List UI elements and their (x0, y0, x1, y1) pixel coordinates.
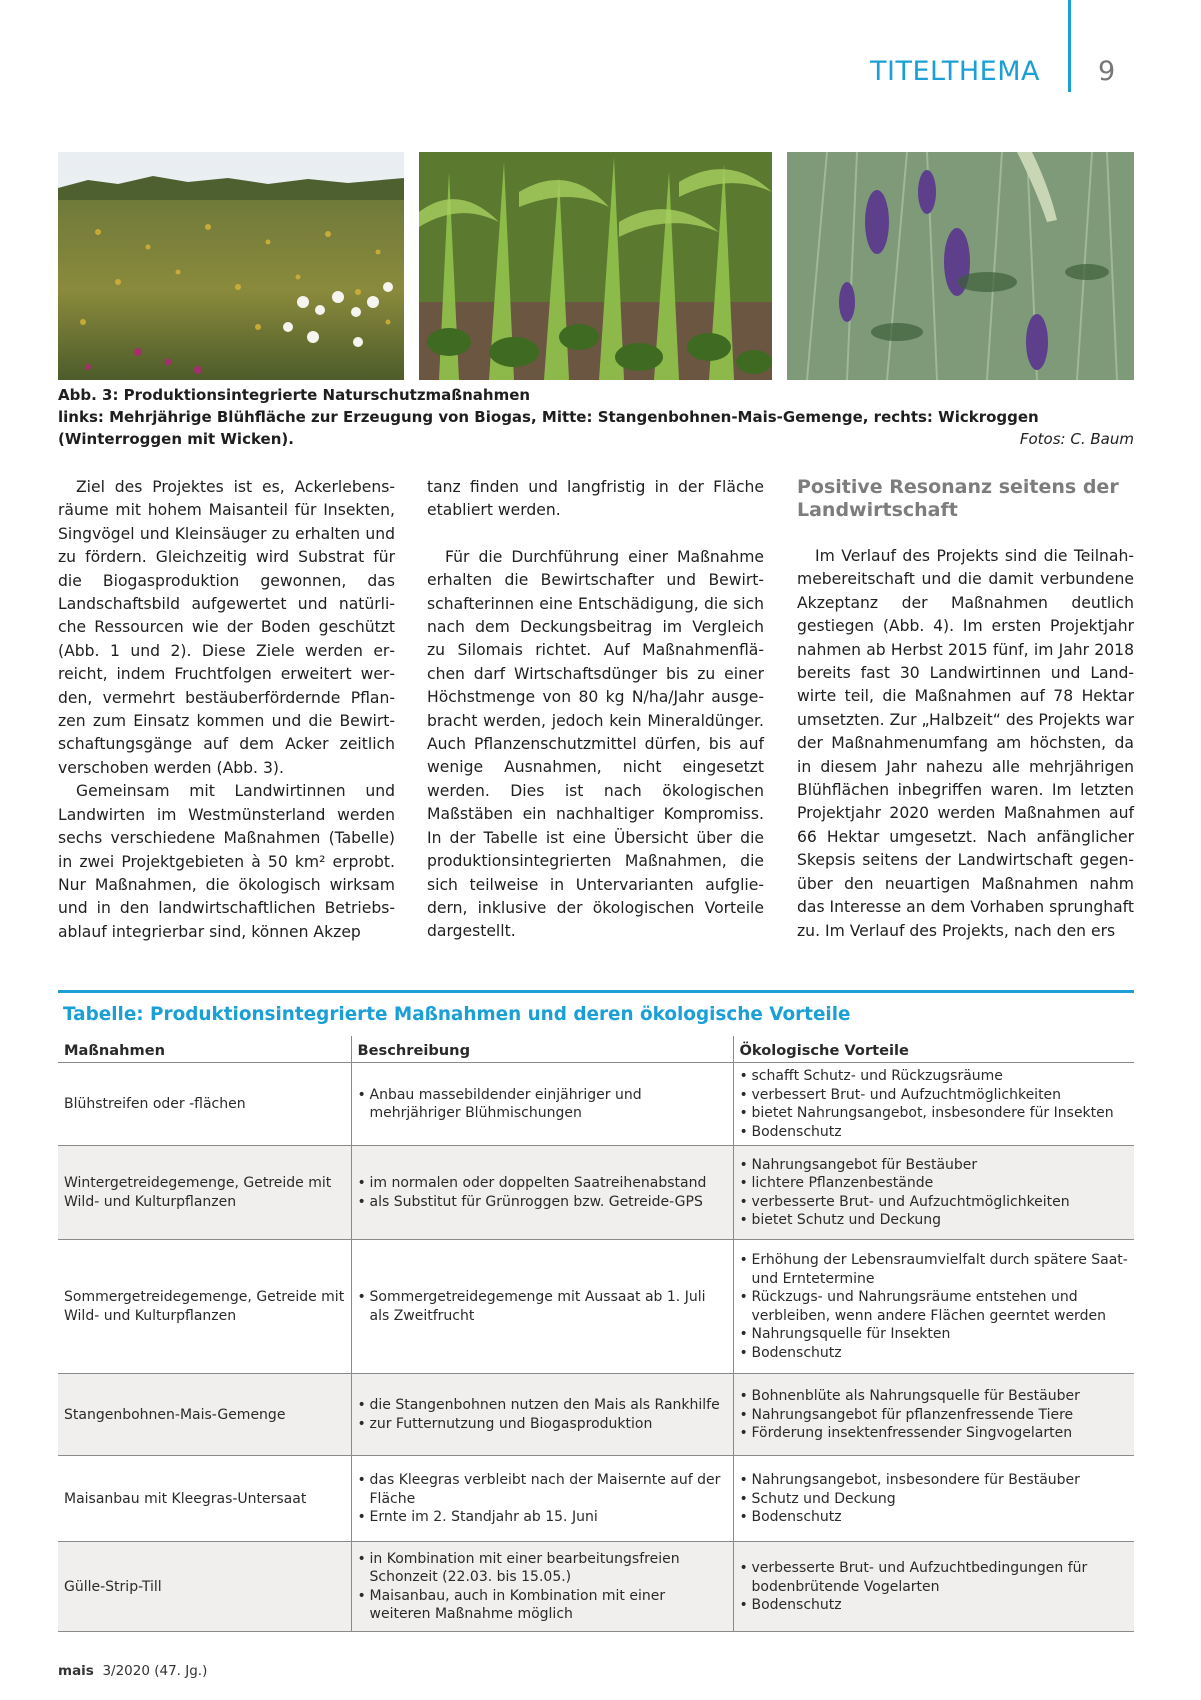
benefit-item: • Nahrungsangebot für pflanzenfressende Tiere (740, 1406, 1129, 1425)
benefit-item: • Bodenschutz (740, 1123, 1129, 1142)
bean-maize-mix-photo (419, 152, 772, 380)
measure-cell: Maisanbau mit Kleegras-Untersaat (58, 1456, 351, 1542)
table-header-row (58, 1036, 1134, 1063)
benefit-item: • Nahrungsangebot für Bestäuber (740, 1156, 1129, 1175)
benefit-item: • Nahrungsquelle für Insekten (740, 1325, 1129, 1344)
text-column-1 (58, 476, 395, 944)
benefit-item: • Bodenschutz (740, 1508, 1129, 1527)
caption-title: Abb. 3: Produktionsintegrierte Naturschutzmaßnahmen (58, 386, 531, 404)
section-title: TITELTHEMA (870, 56, 1040, 87)
benefits-cell (733, 1456, 1134, 1542)
table-row (58, 1146, 1134, 1240)
description-cell (351, 1063, 733, 1146)
benefit-item: • lichtere Pflanzenbestände (740, 1174, 1129, 1193)
table-title: Tabelle: Produktionsintegrierte Maßnahmen und deren ökologische Vorteile (63, 1004, 851, 1025)
benefit-item: • Förderung insektenfressender Singvogelarten (740, 1424, 1129, 1443)
description-item: • Sommergetreidegemenge mit Aussaat ab 1. Juli als Zweitfrucht (358, 1288, 727, 1325)
paragraph: Im Verlauf des Projekts sind die Teilnahmebereitschaft und die damit verbundene Akzeptanz der Maßnahmen deutlich gestiegen (Abb. 4). Im ersten Projektjahr nahmen ab Herbst 2015 fünf, im Jahr 2018 bereits fast 30 Landwirtinnen und Landwirte teil, die Maßnahmen auf 78 Hektar umsetzten. Zur „Halbzeit“ des Projekts war der Maßnahmenumfang am höchsten, da in diesem Jahr nahezu alle mehrjährigen Blühflächen inbegriffen waren. Im letzten Projektjahr 2020 werden Maßnahmen auf 66 Hektar umgesetzt. Nach anfänglicher Skepsis seitens der Landwirtschaft gegenüber den neuartigen Maßnahmen nahm das Interesse an dem Vorhaben sprunghaft zu. Im Verlauf des Projekts, nach den ers (797, 547, 1135, 940)
benefit-item: • Bohnenblüte als Nahrungsquelle für Bestäuber (740, 1387, 1129, 1406)
measure-cell: Sommergetreidegemenge, Getreide mit Wild- und Kulturpflanzen (58, 1240, 351, 1374)
table-row (58, 1063, 1134, 1146)
description-item: • im normalen oder doppelten Saatreihenabstand (358, 1174, 727, 1193)
benefits-cell (733, 1542, 1134, 1632)
section-heading: Positive Resonanz seitens der Landwirtschaft (797, 476, 1119, 521)
column-header: Maßnahmen (58, 1036, 351, 1063)
text-column-2 (427, 476, 764, 944)
paragraph: tanz finden und langfristig in der Fläche etabliert werden. (427, 478, 764, 520)
description-item: • Maisanbau, auch in Kombination mit einer weiteren Maßnahme möglich (358, 1587, 727, 1624)
table-row (58, 1542, 1134, 1632)
measure-cell: Blühstreifen oder -flächen (58, 1063, 351, 1146)
measures-table (58, 1036, 1134, 1632)
column-header: Ökologische Vorteile (733, 1036, 1134, 1063)
benefits-cell (733, 1146, 1134, 1240)
vetch-rye-photo (787, 152, 1134, 380)
description-cell (351, 1456, 733, 1542)
description-item: • zur Futternutzung und Biogasproduktion (358, 1415, 727, 1434)
benefit-item: • Erhöhung der Lebensraumvielfalt durch spätere Saat- und Erntetermine (740, 1251, 1129, 1288)
measure-cell: Stangenbohnen-Mais-Gemenge (58, 1374, 351, 1456)
benefits-cell (733, 1240, 1134, 1374)
table-top-rule (58, 990, 1134, 993)
photo-credit: Fotos: C. Baum (1019, 430, 1134, 448)
caption-text: links: Mehrjährige Blühfläche zur Erzeugung von Biogas, Mitte: Stangenbohnen-Mais-Gemenge, rechts: Wickroggen (Winterroggen mit Wicken). (58, 408, 1039, 448)
description-item: • die Stangenbohnen nutzen den Mais als Rankhilfe (358, 1396, 727, 1415)
benefits-cell (733, 1374, 1134, 1456)
description-item: • in Kombination mit einer bearbeitungsfreien Schonzeit (22.03. bis 15.05.) (358, 1550, 727, 1587)
paragraph: Ziel des Projektes ist es, Ackerlebensräume mit hohem Maisanteil für Insekten, Singvögel und Kleinsäuger zu erhalten und zu fördern. Gleichzeitig wird Substrat für die Biogasproduktion gewonnen, das Landschaftsbild aufgewertet und natürliche Ressourcen wie der Boden geschützt (Abb. 1 und 2). Diese Ziele werden erreicht, indem Fruchtfolgen erweitert werden, vermehrt bestäuberfördernde Pflanzen zum Einsatz kommen und die Bewirtschaftungsgänge auf dem Acker zeitlich verschoben werden (Abb. 3). (58, 478, 395, 777)
description-item: • das Kleegras verbleibt nach der Maisernte auf der Fläche (358, 1471, 727, 1508)
description-item: • Anbau massebildender einjähriger und mehrjähriger Blühmischungen (358, 1086, 727, 1123)
benefit-item: • Nahrungsangebot, insbesondere für Bestäuber (740, 1471, 1129, 1490)
description-item: • als Substitut für Grünroggen bzw. Getreide-GPS (358, 1193, 727, 1212)
issue-info: 3/2020 (47. Jg.) (102, 1663, 208, 1679)
benefit-item: • verbesserte Brut- und Aufzuchtmöglichkeiten (740, 1193, 1129, 1212)
header-divider (1068, 0, 1071, 92)
table-row (58, 1456, 1134, 1542)
column-header: Beschreibung (351, 1036, 733, 1063)
description-cell (351, 1146, 733, 1240)
table-row (58, 1240, 1134, 1374)
benefit-item: • Rückzugs- und Nahrungsräume entstehen und verbleiben, wenn andere Flächen geerntet werden (740, 1288, 1129, 1325)
benefit-item: • Schutz und Deckung (740, 1490, 1129, 1509)
benefit-item: • Bodenschutz (740, 1596, 1129, 1615)
benefits-cell (733, 1063, 1134, 1146)
benefit-item: • bietet Schutz und Deckung (740, 1211, 1129, 1230)
benefit-item: • Bodenschutz (740, 1344, 1129, 1363)
description-cell (351, 1374, 733, 1456)
paragraph: Gemeinsam mit Landwirtinnen und Landwirten im Westmünsterland werden sechs verschiedene Maßnahmen (Tabelle) in zwei Projektgebieten à 50 km² erprobt. Nur Maßnahmen, die ökologisch wirksam und in den landwirtschaftlichen Betriebsablauf integrierbar sind, können Akzep (58, 782, 395, 941)
page-number: 9 (1098, 56, 1116, 87)
figure-caption (58, 384, 1134, 450)
page-footer (58, 1663, 207, 1679)
benefit-item: • verbesserte Brut- und Aufzuchtbedingungen für bodenbrütende Vogelarten (740, 1559, 1129, 1596)
measure-cell: Gülle-Strip-Till (58, 1542, 351, 1632)
wildflower-field-photo (58, 152, 404, 380)
benefit-item: • schafft Schutz- und Rückzugsräume (740, 1067, 1129, 1086)
measure-cell (58, 1146, 351, 1240)
magazine-name: mais (58, 1663, 94, 1679)
benefit-item: • bietet Nahrungsangebot, insbesondere für Insekten (740, 1104, 1129, 1123)
text-column-3 (797, 476, 1134, 943)
paragraph: Für die Durchführung einer Maßnahme erhalten die Bewirtschafter und Bewirtschafterinnen eine Entschädigung, die sich nach dem Deckungsbeitrag im Vergleich zu Silomais richtet. Auf Maßnahmenflächen darf Wirtschaftsdünger bis zu einer Höchstmenge von 80 kg N/ha/Jahr ausgebracht werden, jedoch kein Mineraldünger. Auch Pflanzenschutzmittel dürfen, bis auf wenige Ausnahmen, nicht eingesetzt werden. Dies ist nach ökologischen Maßstäben ein nachhaltiger Kompromiss. In der Tabelle ist eine Übersicht über die produktionsintegrierten Maßnahmen, die sich teilweise in Untervarianten aufgliedern, inklusive der ökologischen Vorteile dargestellt. (427, 547, 764, 941)
table-row (58, 1374, 1134, 1456)
benefit-item: • verbessert Brut- und Aufzuchtmöglichkeiten (740, 1086, 1129, 1105)
measure-line: Wintergetreidegemenge, Getreide mit Wild- und Kulturpflanzen (64, 1175, 332, 1210)
description-cell (351, 1542, 733, 1632)
description-item: • Ernte im 2. Standjahr ab 15. Juni (358, 1508, 727, 1527)
description-cell (351, 1240, 733, 1374)
